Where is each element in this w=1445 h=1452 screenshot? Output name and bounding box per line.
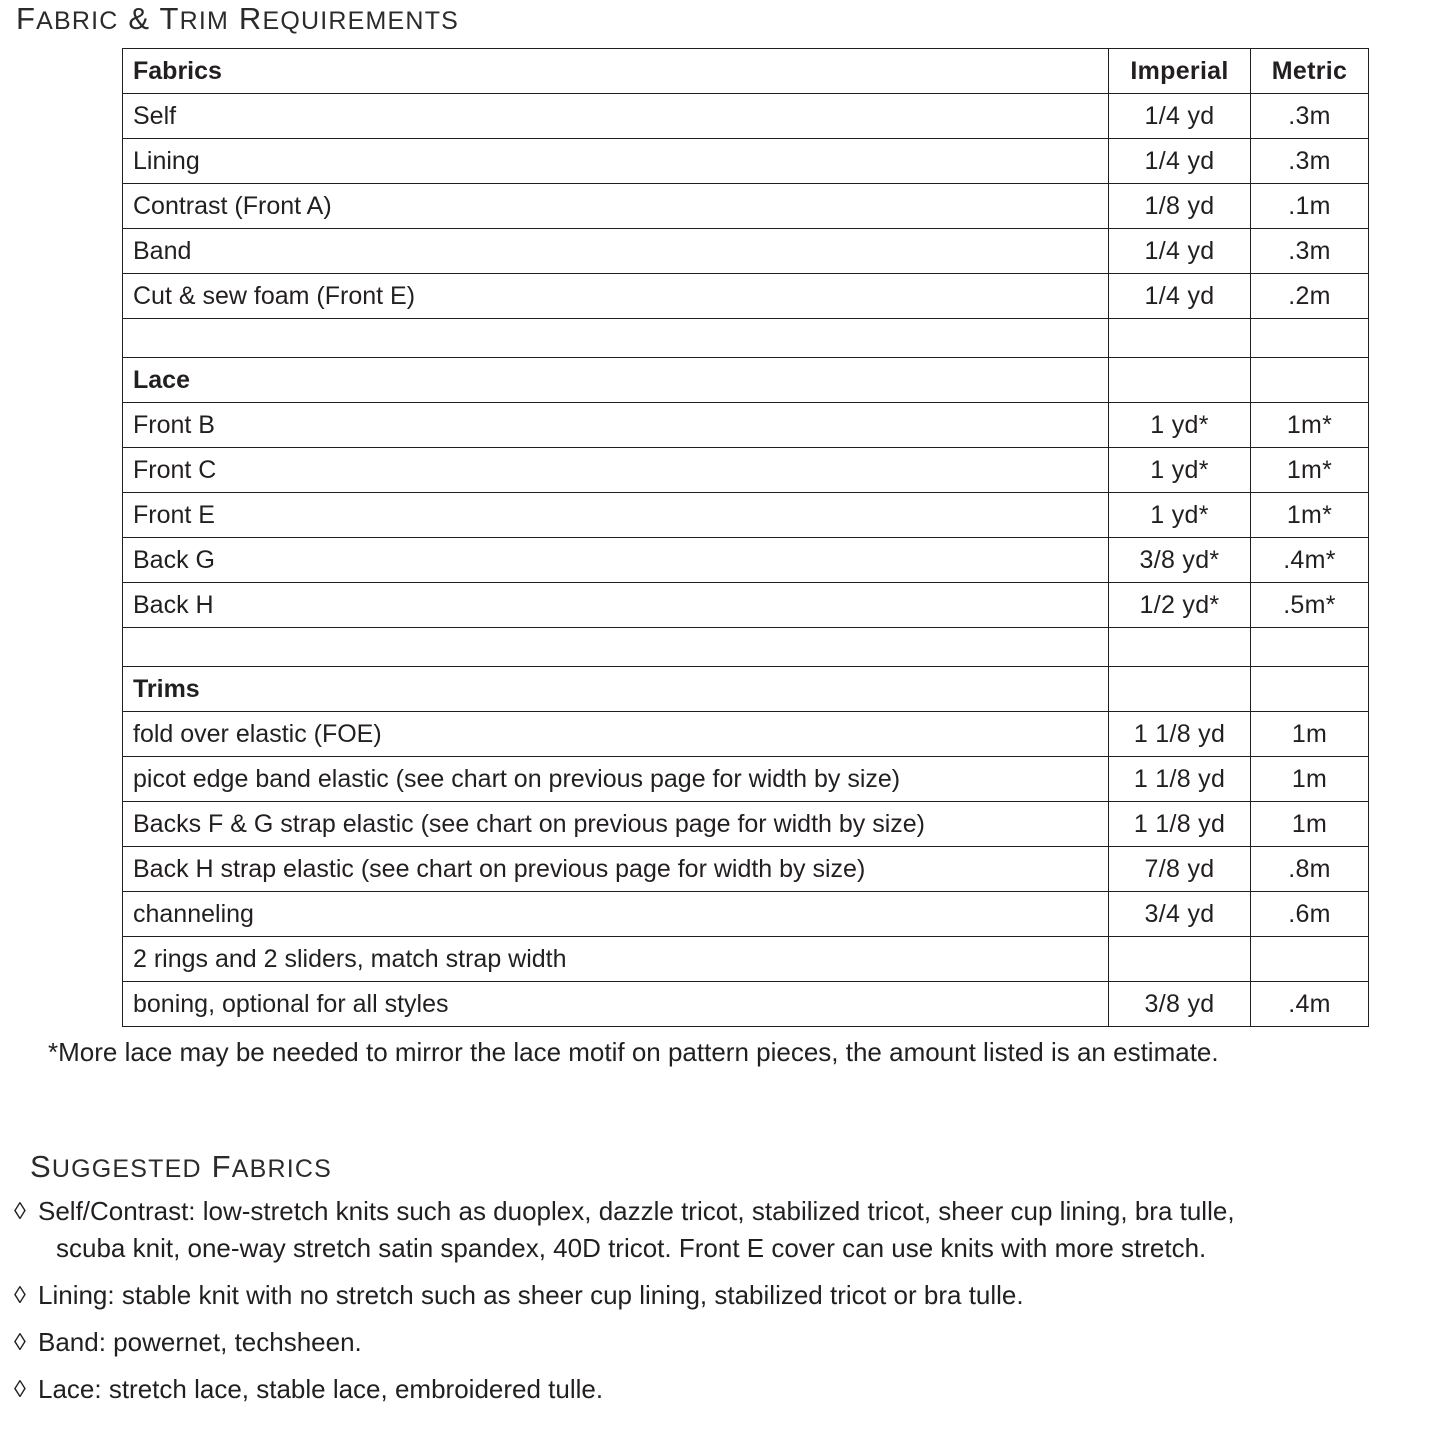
list-item-line-1: Band: powernet, techsheen. [38,1327,362,1357]
cell-label: Front E [123,493,1109,538]
cell-imperial: 1/4 yd [1109,274,1251,319]
table-row [123,757,1369,802]
cell-metric: .4m* [1251,538,1369,583]
cell-label: Front B [123,403,1109,448]
table-row [123,802,1369,847]
cell-label: Lining [123,139,1109,184]
cell-metric: .5m* [1251,583,1369,628]
requirements-table-wrapper [122,48,1368,1027]
page-title [16,0,459,44]
title-part-7: EQUIREMENTS [262,7,460,35]
sf-title-part-4: ABRICS [231,1155,333,1183]
list-item-line-2: scuba knit, one-way stretch satin spandex, 40D tricot. Front E cover can use knits with more stretch. [56,1233,1207,1263]
cell-metric: 1m* [1251,448,1369,493]
table-row [123,493,1369,538]
cell-imperial [1109,358,1251,403]
table-row [123,448,1369,493]
cell-metric [1251,358,1369,403]
cell-imperial: 1/2 yd* [1109,583,1251,628]
diamond-bullet-icon: ◊ [14,1329,26,1356]
cell-label: Fabrics [123,49,1109,94]
cell-imperial: 1/4 yd [1109,94,1251,139]
table-row [123,229,1369,274]
cell-label [123,628,1109,667]
cell-imperial [1109,937,1251,982]
title-part-5: RIM [179,7,230,35]
cell-label: Band [123,229,1109,274]
suggested-fabrics-title [30,1148,332,1192]
cell-label: Lace [123,358,1109,403]
table-spacer-row [123,319,1369,358]
cell-metric: .3m [1251,229,1369,274]
cell-metric: 1m [1251,802,1369,847]
cell-metric [1251,319,1369,358]
cell-label [123,319,1109,358]
table-row [123,712,1369,757]
cell-metric: Metric [1251,49,1369,94]
diamond-bullet-icon: ◊ [14,1282,26,1309]
cell-label: Back H strap elastic (see chart on previous page for width by size) [123,847,1109,892]
cell-label: 2 rings and 2 sliders, match strap width [123,937,1109,982]
list-item [14,1324,1434,1361]
list-item-text [38,1324,1434,1361]
table-row [123,937,1369,982]
table-section-header-row [123,667,1369,712]
cell-metric: 1m [1251,757,1369,802]
table-row [123,403,1369,448]
cell-label: boning, optional for all styles [123,982,1109,1027]
suggested-fabrics-list [14,1193,1434,1418]
cell-metric [1251,628,1369,667]
cell-label: Cut & sew foam (Front E) [123,274,1109,319]
cell-metric: .2m [1251,274,1369,319]
cell-imperial: 1/8 yd [1109,184,1251,229]
diamond-bullet-icon: ◊ [14,1198,26,1225]
cell-metric: .3m [1251,139,1369,184]
sf-title-part-1: S [30,1149,52,1184]
cell-label: picot edge band elastic (see chart on previous page for width by size) [123,757,1109,802]
cell-metric: 1m* [1251,403,1369,448]
list-item-text [38,1277,1434,1314]
table-row [123,274,1369,319]
cell-imperial: 1 1/8 yd [1109,757,1251,802]
table-row [123,94,1369,139]
cell-metric: 1m [1251,712,1369,757]
cell-metric: .8m [1251,847,1369,892]
cell-metric: .1m [1251,184,1369,229]
cell-imperial [1109,667,1251,712]
table-row [123,847,1369,892]
cell-label: Backs F & G strap elastic (see chart on previous page for width by size) [123,802,1109,847]
cell-metric: .4m [1251,982,1369,1027]
cell-label: Self [123,94,1109,139]
table-row [123,139,1369,184]
title-part-6: R [229,1,263,36]
list-item [14,1277,1434,1314]
cell-metric: 1m* [1251,493,1369,538]
cell-imperial: 1 yd* [1109,448,1251,493]
table-row [123,583,1369,628]
list-item-line-1: Self/Contrast: low-stretch knits such as duoplex, dazzle tricot, stabilized tricot, sheer cup lining, bra tulle, [38,1196,1235,1226]
cell-label: Back G [123,538,1109,583]
list-item-text [38,1193,1434,1267]
cell-imperial: 7/8 yd [1109,847,1251,892]
list-item [14,1371,1434,1408]
cell-label: fold over elastic (FOE) [123,712,1109,757]
cell-imperial: 3/4 yd [1109,892,1251,937]
list-item-line-1: Lining: stable knit with no stretch such as sheer cup lining, stabilized tricot or bra tulle. [38,1280,1024,1310]
cell-metric: .6m [1251,892,1369,937]
cell-imperial: 3/8 yd* [1109,538,1251,583]
list-item [14,1193,1434,1267]
cell-imperial: 1 yd* [1109,493,1251,538]
cell-imperial: 1 yd* [1109,403,1251,448]
sf-title-part-2: UGGESTED [51,1155,202,1183]
cell-label: channeling [123,892,1109,937]
title-part-3: & [118,1,160,36]
cell-metric: .3m [1251,94,1369,139]
cell-label: Back H [123,583,1109,628]
lace-footnote: *More lace may be needed to mirror the lace motif on pattern pieces, the amount listed is an estimate. [48,1037,1219,1067]
cell-label: Contrast (Front A) [123,184,1109,229]
cell-imperial: 3/8 yd [1109,982,1251,1027]
table-spacer-row [123,628,1369,667]
sf-title-part-3: F [201,1149,232,1184]
title-part-4: T [159,1,180,36]
cell-label: Front C [123,448,1109,493]
table-row [123,982,1369,1027]
table-row [123,892,1369,937]
list-item-text [38,1371,1434,1408]
fabric-trim-requirements-table [122,48,1369,1027]
table-row [123,184,1369,229]
cell-imperial: 1 1/8 yd [1109,802,1251,847]
title-part-2: ABRIC [36,7,119,35]
diamond-bullet-icon: ◊ [14,1376,26,1403]
cell-imperial [1109,628,1251,667]
cell-imperial: Imperial [1109,49,1251,94]
list-item-line-1: Lace: stretch lace, stable lace, embroidered tulle. [38,1374,604,1404]
cell-label: Trims [123,667,1109,712]
cell-imperial [1109,319,1251,358]
cell-imperial: 1 1/8 yd [1109,712,1251,757]
cell-metric [1251,667,1369,712]
table-section-header-row [123,49,1369,94]
table-row [123,538,1369,583]
table-section-header-row [123,358,1369,403]
cell-imperial: 1/4 yd [1109,139,1251,184]
cell-metric [1251,937,1369,982]
title-part-1: F [16,1,37,36]
cell-imperial: 1/4 yd [1109,229,1251,274]
